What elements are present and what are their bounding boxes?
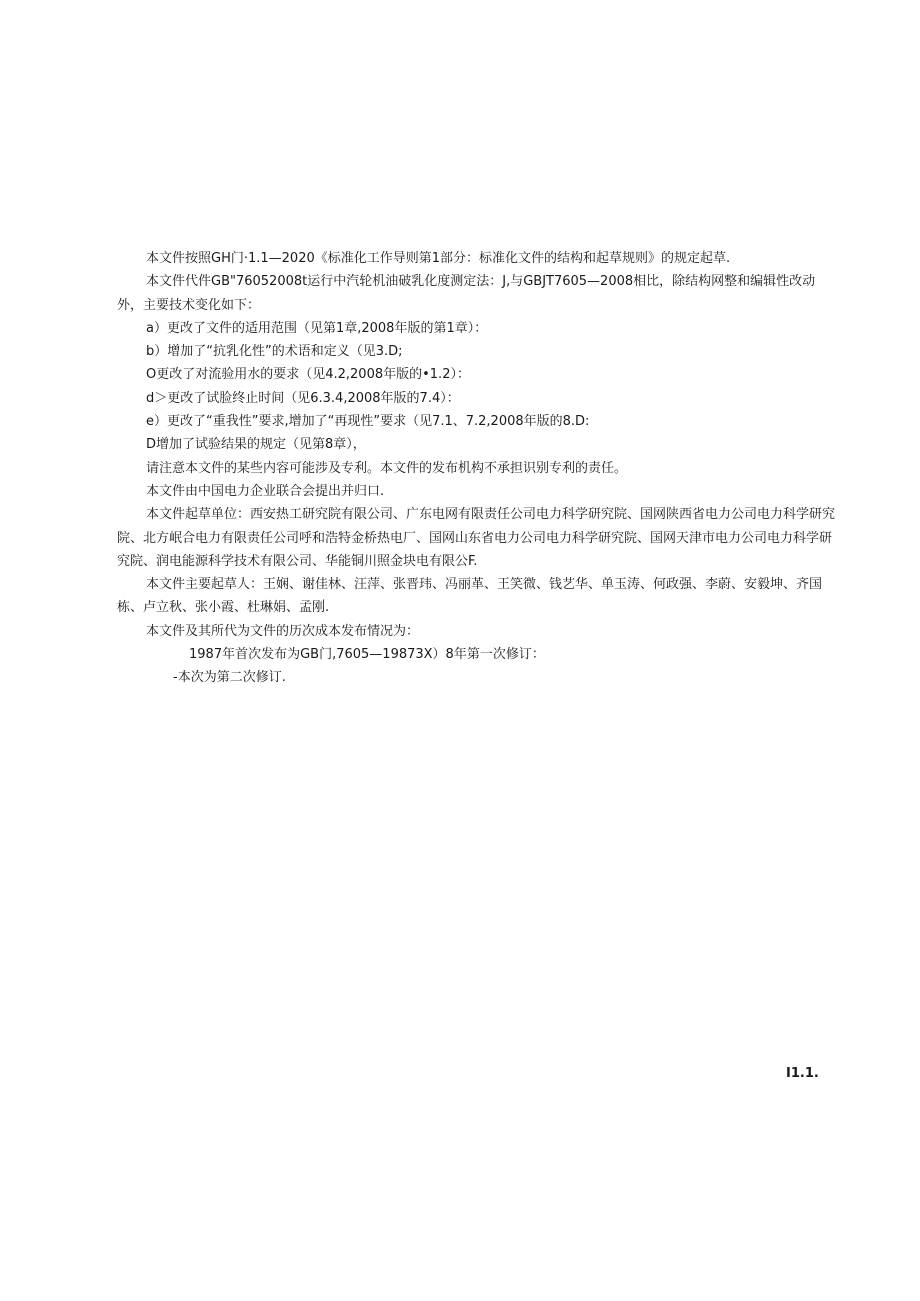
- page-number: I1.1.: [786, 1066, 819, 1081]
- change-item-c: O更改了对流验用水的要求（见4.2,2008年版的•1.2）：: [146, 367, 470, 383]
- proposed-by: 本文件由中国电力企业联合会提出并归口.: [146, 483, 385, 499]
- drafting-rule-paragraph: 本文件按照GH门·1.1—2020《标准化工作导则第1部分：标准化文件的结构和起草规则》的规定起草.: [146, 251, 731, 266]
- foreword-body: [117, 247, 841, 690]
- change-item-e: e）更改了“重我性”要求,增加了“再现性”要求（见7.1、7.2,2008年版的8.D:: [146, 414, 590, 430]
- change-item-d: d＞更改了试脸终止时间（见6.3.4,2008年版的7.4）：: [146, 390, 460, 406]
- history-intro: 本文件及其所代为文件的历次成本发布情况为：: [146, 623, 420, 639]
- change-item-f: D增加了试验结果的规定（见第8章），: [146, 437, 366, 453]
- replaces-paragraph: 本文件代件GB"76052008t运行中汽轮机油破乳化度测定法：J,与GBJT7605—2008相比，除结构网整和编辑性改动外，主要技术变化如下：: [117, 274, 816, 313]
- drafting-units: 本文件起草单位：西安热工研究院有限公司、广东电网有限责任公司电力科学研究院、国网陕西省电力公司电力科学研究院、北方岷合电力有限责任公司呼和浩特金桥热电厂、国网山东省电力公司电力科学研究院、国网天津市电力公司电力科学研究院、润电能源科学技术有限公司、华能铜川照金块电有限公F.: [117, 507, 836, 569]
- patent-notice: 请注意本文件的某些内容可能涉及专利。本文件的发布机构不承担识别专利的责任。: [146, 460, 628, 476]
- change-item-a: a）更改了文件的适用范围（见第1章,2008年版的第1章）：: [146, 320, 488, 336]
- history-item-1: 1987年首次发布为GB门,7605—19873X）8年第一次修订：: [189, 647, 545, 663]
- change-item-b: b）增加了“抗乳化性”的术语和定义（见3.D;: [146, 344, 403, 360]
- drafters: 本文件主要起草人：王娴、谢佳林、汪萍、张晋玮、冯丽革、王笑微、钱艺华、单玉涛、何政强、李蔚、安毅坤、齐国栋、卢立秋、张小霞、杜琳娟、孟刚.: [117, 577, 823, 616]
- history-item-2: -本次为第二次修订.: [173, 670, 286, 686]
